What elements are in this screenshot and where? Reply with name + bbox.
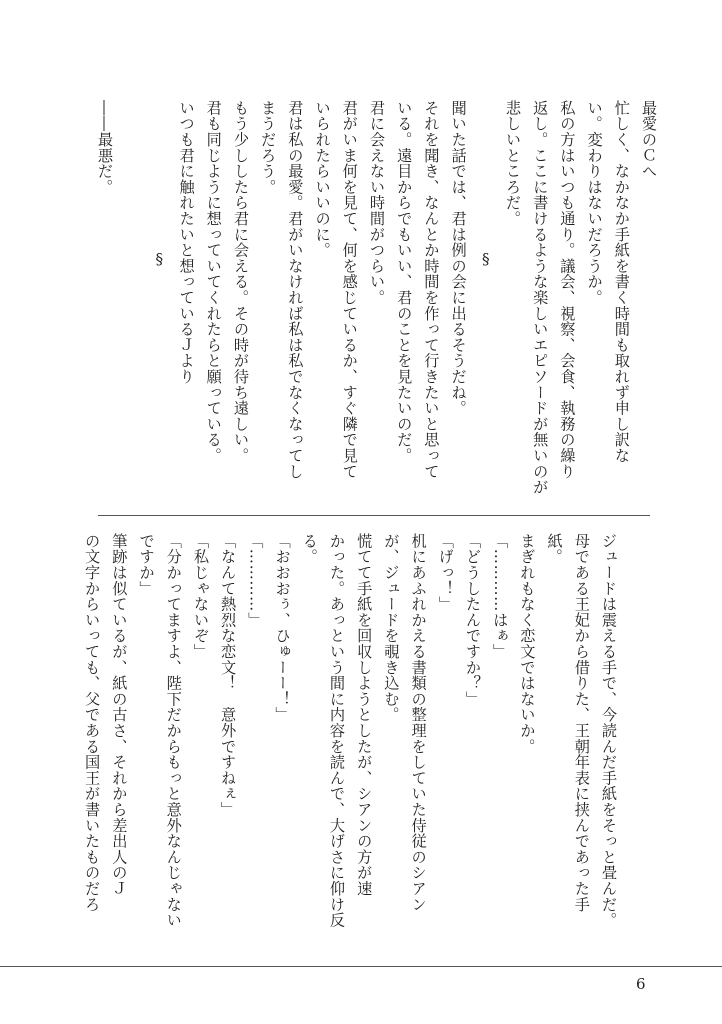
text-line: 返し。ここに書けるような楽しいエピソードが無いのが xyxy=(531,100,550,495)
text-line: 君も同じように想っていてくれたらと願っている。 xyxy=(204,100,223,464)
text-line: 「どうしたんですか？」 xyxy=(463,533,482,707)
text-line: 君に会えない時間がつらい。 xyxy=(367,100,386,306)
text-line: 私の方はいつも通り。議会、視察、会食、執務の繰り xyxy=(558,100,577,480)
text-line: 「…………はぁ」 xyxy=(491,533,510,660)
text-line: 「分かってますよ、陛下だからもっと意外なんじゃない xyxy=(164,533,183,928)
text-line: 君は私の最愛。君がいなければ私は私でなくなってし xyxy=(286,100,305,480)
page-number: 6 xyxy=(636,975,646,993)
text-line: 筆跡は似ているが、紙の古さ、それから差出人のＪ xyxy=(110,533,129,897)
text-line: が、ジュードを覗き込む。 xyxy=(382,533,401,723)
text-line: い。変わりはないだろうか。 xyxy=(585,100,604,306)
section-divider xyxy=(98,515,650,516)
text-line: 母である王妃から借りた、王朝年表に挟んであった手 xyxy=(572,533,591,913)
text-line: いられたらいいのに。 xyxy=(313,100,332,258)
text-line: の文字からいっても、父である国王が書いたものだろ xyxy=(83,533,102,913)
text-line: それを聞き、なんとか時間を作って行きたいと思って xyxy=(422,100,441,480)
text-line: 「おおおぅ、ひゅーー！」 xyxy=(273,533,292,723)
section-mark: § xyxy=(476,250,495,269)
text-line: もう少ししたら君に会える。その時が待ち遠しい。 xyxy=(231,100,250,464)
text-line: まぎれもなく恋文ではないか。 xyxy=(518,533,537,755)
text-line: かった。あっという間に内容を読んで、大げさに仰け反 xyxy=(327,533,346,928)
section-mark: § xyxy=(150,250,169,269)
text-line: 紙。 xyxy=(545,533,564,565)
text-line: 「…………」 xyxy=(246,533,265,628)
text-line: ですか」 xyxy=(137,533,156,597)
text-line: まうだろう。 xyxy=(259,100,278,195)
text-line: 聞いた話では、君は例の会に出るそうだね。 xyxy=(449,100,468,416)
letter-text xyxy=(70,100,662,505)
text-line: いる。遠目からでもいい、君のことを見たいのだ。 xyxy=(395,100,414,464)
text-line: 「げっ！」 xyxy=(436,533,455,612)
text-line: 最愛のＣへ xyxy=(640,100,658,179)
text-line: いつも君に触れたいと想っているＪより xyxy=(177,100,196,385)
text-line: ――最悪だ。 xyxy=(95,100,114,195)
text-line: 慌てて手紙を回収しようとしたが、シアンの方が速 xyxy=(355,533,374,897)
text-line: 悲しいところだ。 xyxy=(503,100,522,227)
text-line: ジュードは震える手で、今読んだ手紙をそっと畳んだ。 xyxy=(600,533,618,928)
text-line: 机にあふれかえる書類の整理をしていた侍従のシアン xyxy=(409,533,428,913)
text-line: 忙しく、なかなか手紙を書く時間も取れず申し訳な xyxy=(612,100,631,464)
footer-rule xyxy=(0,966,722,967)
text-line xyxy=(118,100,145,505)
text-line: 「なんて熱烈な恋文！ 意外ですねぇ」 xyxy=(219,533,238,818)
text-line: 「私じゃないぞ」 xyxy=(191,533,210,660)
text-line: る。 xyxy=(300,533,319,565)
text-line: 君がいま何を見て、何を感じているか、すぐ隣で見て xyxy=(340,100,359,480)
narrative-text xyxy=(62,533,622,951)
